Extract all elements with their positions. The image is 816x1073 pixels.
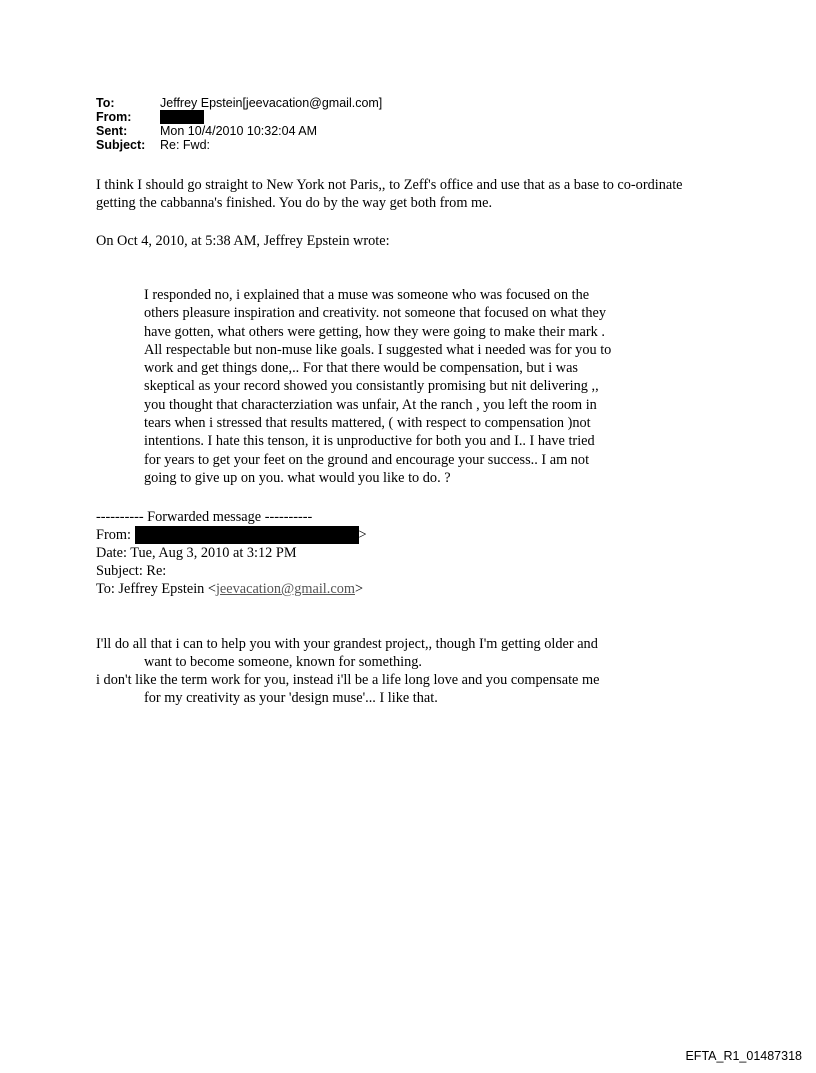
redaction-box <box>160 110 204 124</box>
subject-row <box>96 138 382 152</box>
quote-line: going to give up on you. what would you like to do. ? <box>144 469 451 486</box>
body-paragraph-1: I think I should go straight to New York not Paris,, to Zeff's office and use that as a base to co-ordinate getting the cabbanna's finished. You do by the way get both from me. <box>96 177 683 211</box>
sent-value: Mon 10/4/2010 10:32:04 AM <box>160 124 318 138</box>
quote-line: for years to get your feet on the ground and encourage your success.. I am not <box>144 451 590 468</box>
forward-to-suffix: > <box>354 581 364 597</box>
to-value: Jeffrey Epstein[jeevacation@gmail.com] <box>160 96 383 110</box>
email-link[interactable]: jeevacation@gmail.com <box>215 581 355 597</box>
reply-line: i don't like the term work for you, instead i'll be a life long love and you compensate me <box>96 672 600 688</box>
body-paragraph-2: On Oct 4, 2010, at 5:38 AM, Jeffrey Epstein wrote: <box>96 233 390 249</box>
quote-line: have gotten, what others were getting, how they were going to make their mark . <box>144 323 605 340</box>
quote-line: work and get things done,.. For that there would be compensation, but i was <box>144 360 578 377</box>
sent-row <box>96 124 382 138</box>
forward-from-suffix: > <box>358 527 367 543</box>
reply-line: for my creativity as your 'design muse'... I like that. <box>144 690 438 706</box>
sent-label: Sent: <box>96 124 128 138</box>
to-row <box>96 96 382 110</box>
forward-from-row <box>96 526 367 544</box>
forward-date: Date: Tue, Aug 3, 2010 at 3:12 PM <box>96 545 297 561</box>
quote-line: I responded no, i explained that a muse was someone who was focused on the <box>144 287 590 303</box>
forward-to-row <box>96 580 367 598</box>
forward-from-label: From: <box>96 527 135 543</box>
forward-separator: ---------- Forwarded message ---------- <box>96 509 313 525</box>
quoted-message <box>144 286 684 487</box>
from-label: From: <box>96 110 132 124</box>
email-header <box>96 96 382 152</box>
quote-line: All respectable but non-muse like goals. I suggested what i needed was for you to <box>144 341 612 358</box>
subject-value: Re: Fwd: <box>160 138 211 152</box>
from-row <box>96 110 382 124</box>
quote-line: intentions. I hate this tenson, it is unproductive for both you and I.. I have tried <box>144 433 595 450</box>
reply-line: I'll do all that i can to help you with your grandest project,, though I'm getting older and <box>96 636 598 652</box>
document-id: EFTA_R1_01487318 <box>685 1049 802 1063</box>
reply-line: want to become someone, known for something. <box>144 654 422 670</box>
original-reply <box>96 635 736 707</box>
redaction-box <box>135 526 359 544</box>
quote-line: skeptical as your record showed you consistantly promising but nit delivering ,, <box>144 378 599 395</box>
forwarded-header <box>96 508 367 598</box>
quote-line: tears when i stressed that results mattered, ( with respect to compensation )not <box>144 415 591 432</box>
to-label: To: <box>96 96 115 110</box>
quote-line: others pleasure inspiration and creativity. not someone that focused on what they <box>144 305 607 322</box>
subject-label: Subject: <box>96 138 146 152</box>
forward-to-prefix: To: Jeffrey Epstein < <box>96 581 216 597</box>
quote-line: you thought that characterziation was unfair, At the ranch , you left the room in <box>144 396 597 413</box>
forward-subject: Subject: Re: <box>96 563 167 579</box>
